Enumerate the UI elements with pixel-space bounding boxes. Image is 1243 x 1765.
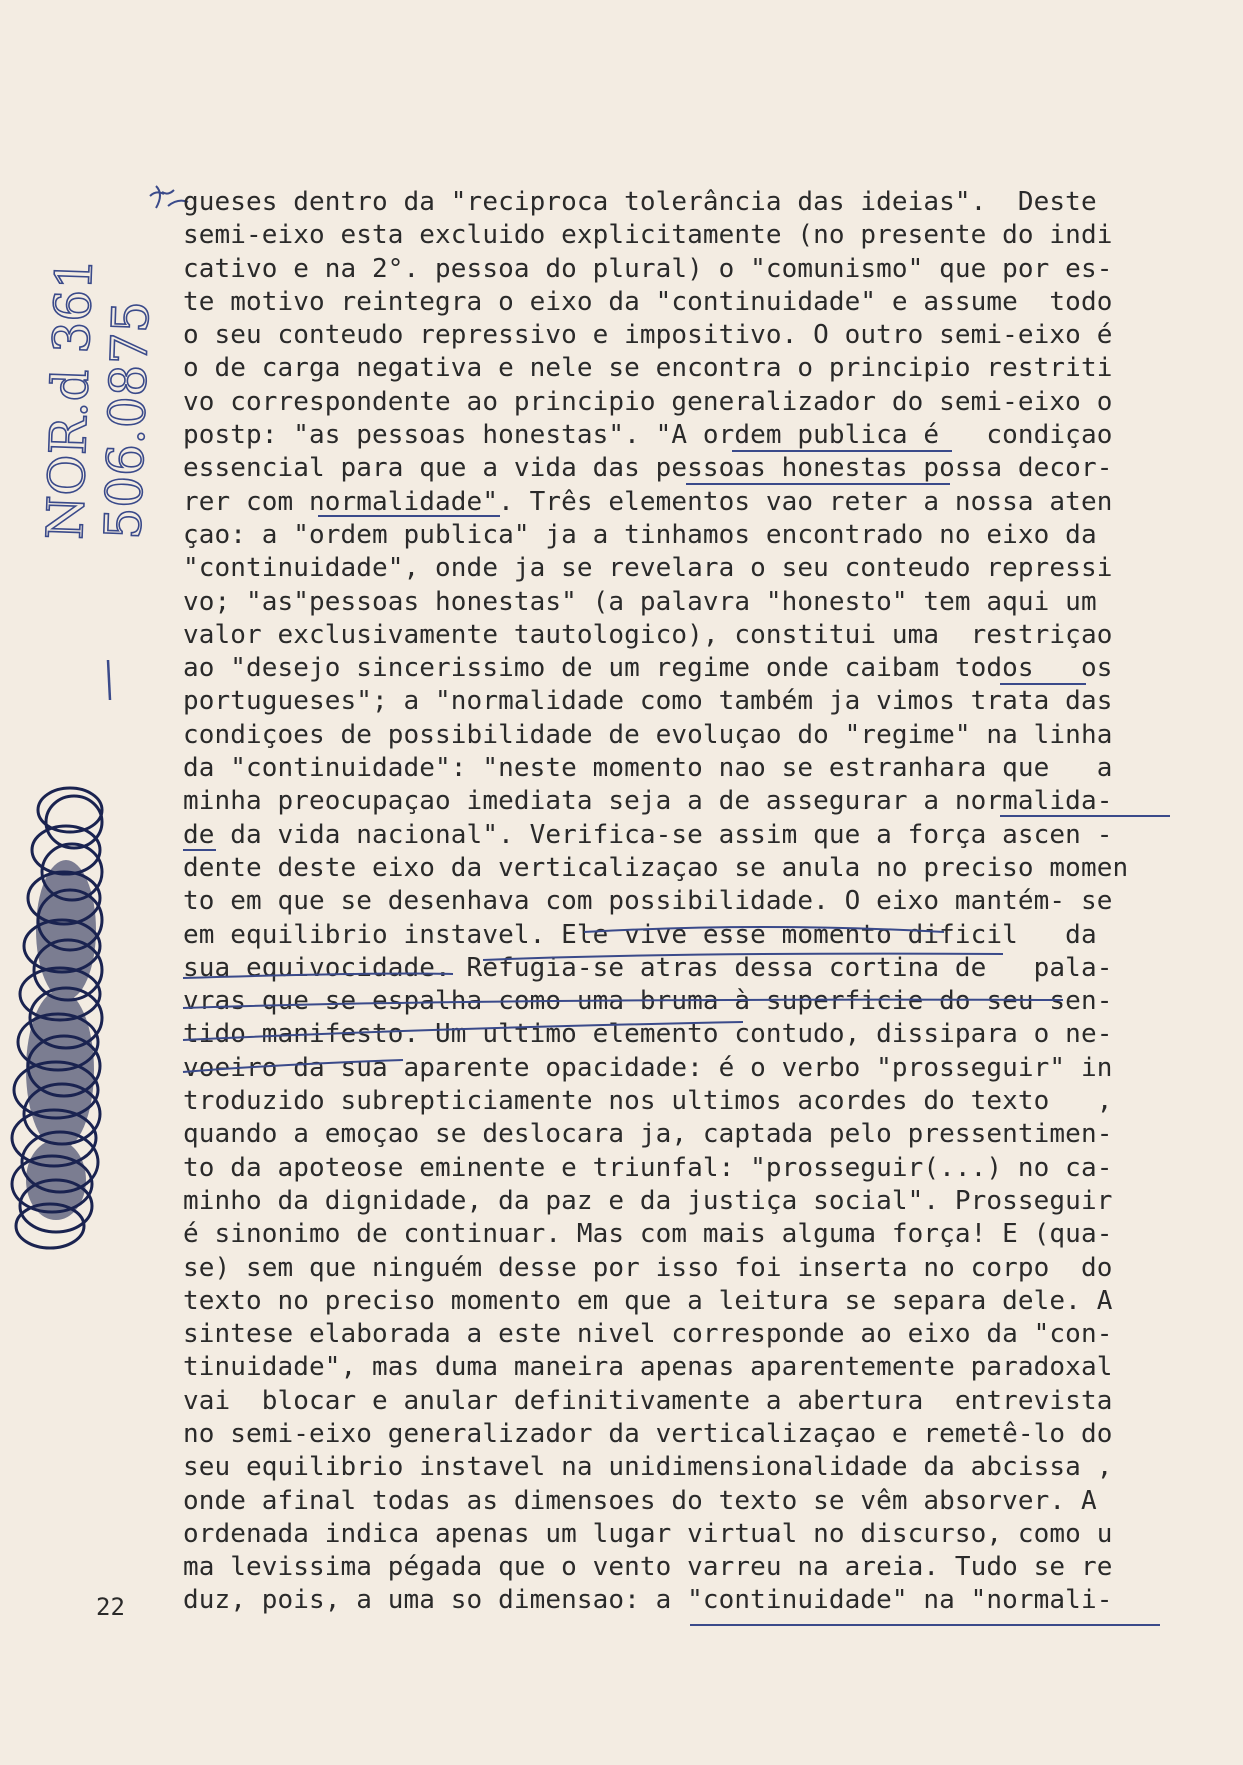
- text-line: ao "desejo sincerissimo de um regime onde caibam todos os: [183, 653, 1113, 684]
- text-line: te motivo reintegra o eixo da "continuidade" e assume todo: [183, 286, 1113, 317]
- text-line: condiçoes de possibilidade de evoluçao do "regime" na linha: [183, 719, 1113, 750]
- text-line: vo correspondente ao principio generalizador do semi-eixo o: [183, 386, 1113, 417]
- text-line: to em que se desenhava com possibilidade. O eixo mantém- se: [183, 886, 1113, 917]
- text-line: tido manifesto. Um ultimo elemento contudo, dissipara o ne-: [183, 1019, 1113, 1050]
- text-line: no semi-eixo generalizador da verticalizaçao e remetê-lo do: [183, 1418, 1113, 1449]
- text-line: essencial para que a vida das pessoas honestas possa decor-: [183, 453, 1113, 484]
- text-line: sua equivocidade. Refugia-se atras dessa cortina de pala-: [183, 952, 1113, 983]
- text-line: vo; "as"pessoas honestas" (a palavra "honesto" tem aqui um: [183, 586, 1097, 617]
- text-line: vai blocar e anular definitivamente a abertura entrevista: [183, 1385, 1113, 1416]
- text-line: minha preocupaçao imediata seja a de assegurar a normalida-: [183, 786, 1113, 817]
- text-line: seu equilibrio instavel na unidimensionalidade da abcissa ,: [183, 1452, 1113, 1483]
- text-line: postp: "as pessoas honestas". "A ordem publica é condiçao: [183, 420, 1113, 451]
- text-line: portugueses"; a "normalidade como também ja vimos trata das: [183, 686, 1113, 717]
- text-line: o seu conteudo repressivo e impositivo. O outro semi-eixo é: [183, 320, 1113, 351]
- text-line: vras que se espalha como uma bruma à superficie do seu sen-: [183, 986, 1113, 1017]
- text-line: se) sem que ninguém desse por isso foi inserta no corpo do: [183, 1252, 1113, 1283]
- text-line: rer com normalidade". Três elementos vao reter a nossa aten: [183, 486, 1113, 517]
- text-line: texto no preciso momento em que a leitura se separa dele. A: [183, 1285, 1113, 1316]
- text-line: "continuidade", onde ja se revelara o seu conteudo repressi: [183, 553, 1113, 584]
- text-line: troduzido subrepticiamente nos ultimos acordes do texto ,: [183, 1086, 1113, 1117]
- text-line: da "continuidade": "neste momento nao se estranhara que a: [183, 753, 1113, 784]
- text-line: quando a emoçao se deslocara ja, captada pelo pressentimen-: [183, 1119, 1113, 1150]
- text-line: minho da dignidade, da paz e da justiça social". Prosseguir: [183, 1185, 1113, 1216]
- text-line: to da apoteose eminente e triunfal: "prosseguir(...) no ca-: [183, 1152, 1113, 1183]
- text-line: ordenada indica apenas um lugar virtual no discurso, como u: [183, 1518, 1113, 1549]
- text-line: em equilibrio instavel. Ele vive esse momento dificil da: [183, 919, 1097, 950]
- text-line: cativo e na 2°. pessoa do plural) o "comunismo" que por es-: [183, 253, 1113, 284]
- text-line: gueses dentro da "reciproca tolerância das ideias". Deste: [183, 187, 1097, 217]
- text-line: de da vida nacional". Verifica-se assim que a força ascen -: [183, 819, 1113, 850]
- text-line: o de carga negativa e nele se encontra o principio restriti: [183, 353, 1113, 384]
- text-line: tinuidade", mas duma maneira apenas aparentemente paradoxal: [183, 1352, 1113, 1383]
- text-line: valor exclusivamente tautologico), constitui uma restriçao: [183, 619, 1113, 650]
- svg-text:506.0875: 506.0875: [94, 299, 161, 541]
- text-line: semi-eixo esta excluido explicitamente (no presente do indi: [183, 220, 1113, 251]
- text-line: sintese elaborada a este nivel corresponde ao eixo da "con-: [183, 1319, 1113, 1350]
- text-line: ma levissima pégada que o vento varreu na areia. Tudo se re: [183, 1552, 1113, 1583]
- text-line: onde afinal todas as dimensoes do texto se vêm absorver. A: [183, 1485, 1097, 1516]
- text-line: dente deste eixo da verticalizaçao se anula no preciso momen: [183, 852, 1129, 883]
- svg-text:NOR.d 361: NOR.d 361: [36, 256, 104, 541]
- page-number: 22: [96, 1593, 125, 1621]
- text-line: voeiro da sua aparente opacidade: é o verbo "prosseguir" in: [183, 1052, 1113, 1083]
- text-line: duz, pois, a uma so dimensao: a "continuidade" na "normali-: [183, 1585, 1113, 1616]
- text-line: çao: a "ordem publica" ja a tinhamos encontrado no eixo da: [183, 519, 1097, 550]
- text-line: é sinonimo de continuar. Mas com mais alguma força! E (qua-: [183, 1219, 1113, 1250]
